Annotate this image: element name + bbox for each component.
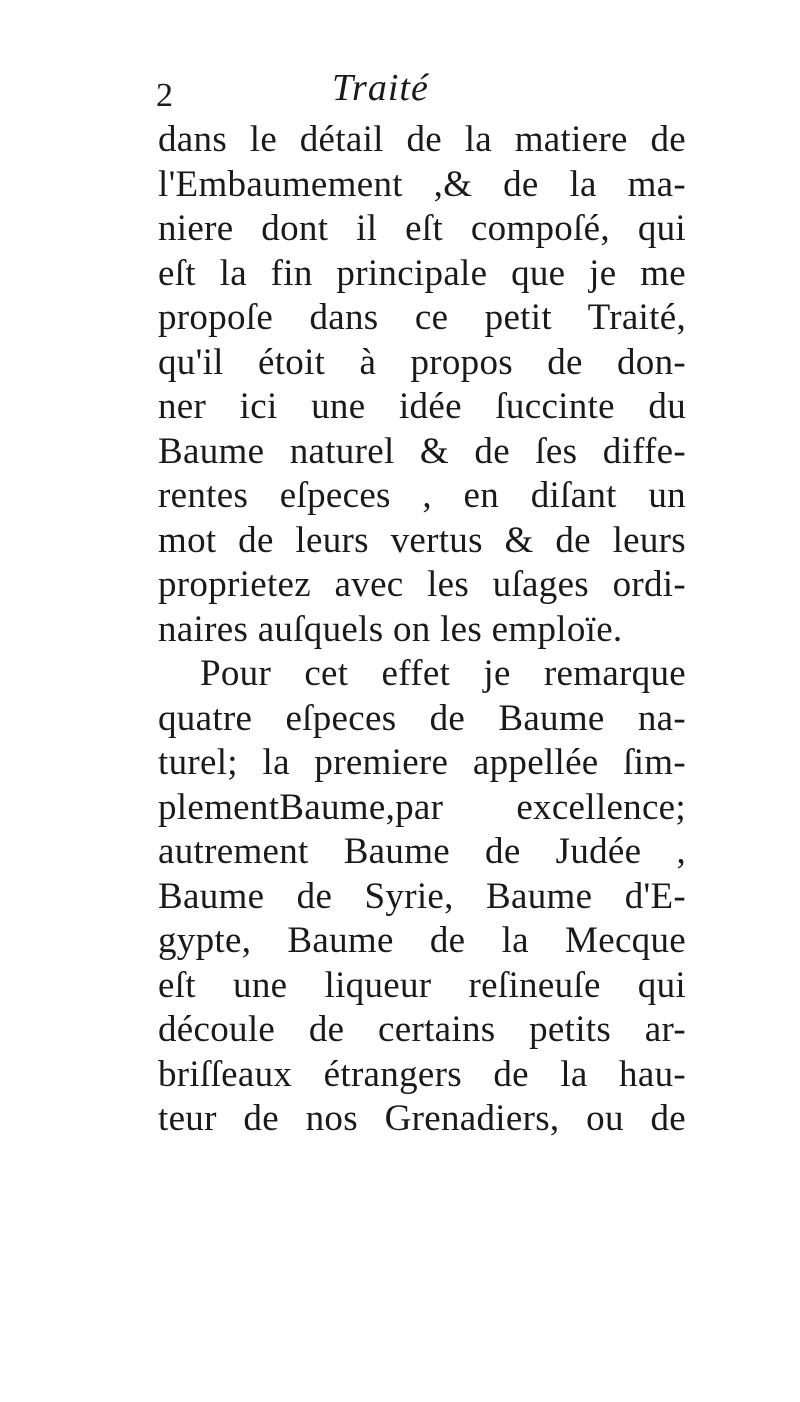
text-line: gypte, Baume de la Mecque	[158, 920, 686, 961]
text-line: briſſeaux étrangers de la hau-	[158, 1053, 686, 1095]
text-line: ner ici une idée ſuccinte du	[158, 386, 686, 427]
running-title: Traité	[332, 67, 429, 109]
text-line: niere dont il eſt compoſé, qui	[158, 208, 686, 249]
text-line: turel; la premiere appellée ſim-	[158, 742, 686, 783]
text-line: Baume de Syrie, Baume d'E-	[158, 875, 686, 917]
text-line: autrement Baume de Judée ,	[158, 831, 686, 872]
text-line: dans le détail de la matiere de	[158, 119, 686, 160]
text-line: proprietez avec les uſages ordi-	[158, 564, 686, 605]
text-line: propoſe dans ce petit Traité,	[158, 297, 686, 338]
text-line: plementBaume,par excellence;	[158, 786, 686, 828]
text-line: quatre eſpeces de Baume na-	[158, 697, 686, 739]
text-line: l'Embaumement ,& de la ma-	[158, 163, 686, 205]
text-line: qu'il étoit à propos de don-	[158, 341, 686, 383]
running-head	[150, 66, 710, 116]
body-text	[158, 118, 686, 1142]
text-line: teur de nos Grenadiers, ou de	[158, 1098, 686, 1139]
page-number: 2	[156, 77, 173, 114]
text-line: Pour cet effet je remarque	[200, 653, 686, 694]
text-line: eſt la fin principale que je me	[158, 252, 686, 294]
text-line: mot de leurs vertus & de leurs	[158, 519, 686, 561]
text-line: naires auſquels on les emploïe.	[158, 608, 623, 650]
text-line: rentes eſpeces , en diſant un	[158, 475, 686, 516]
text-line: découle de certains petits ar-	[158, 1009, 686, 1050]
text-line: Baume naturel & de ſes diffe-	[158, 430, 686, 472]
text-line: eſt une liqueur reſineuſe qui	[158, 964, 686, 1006]
